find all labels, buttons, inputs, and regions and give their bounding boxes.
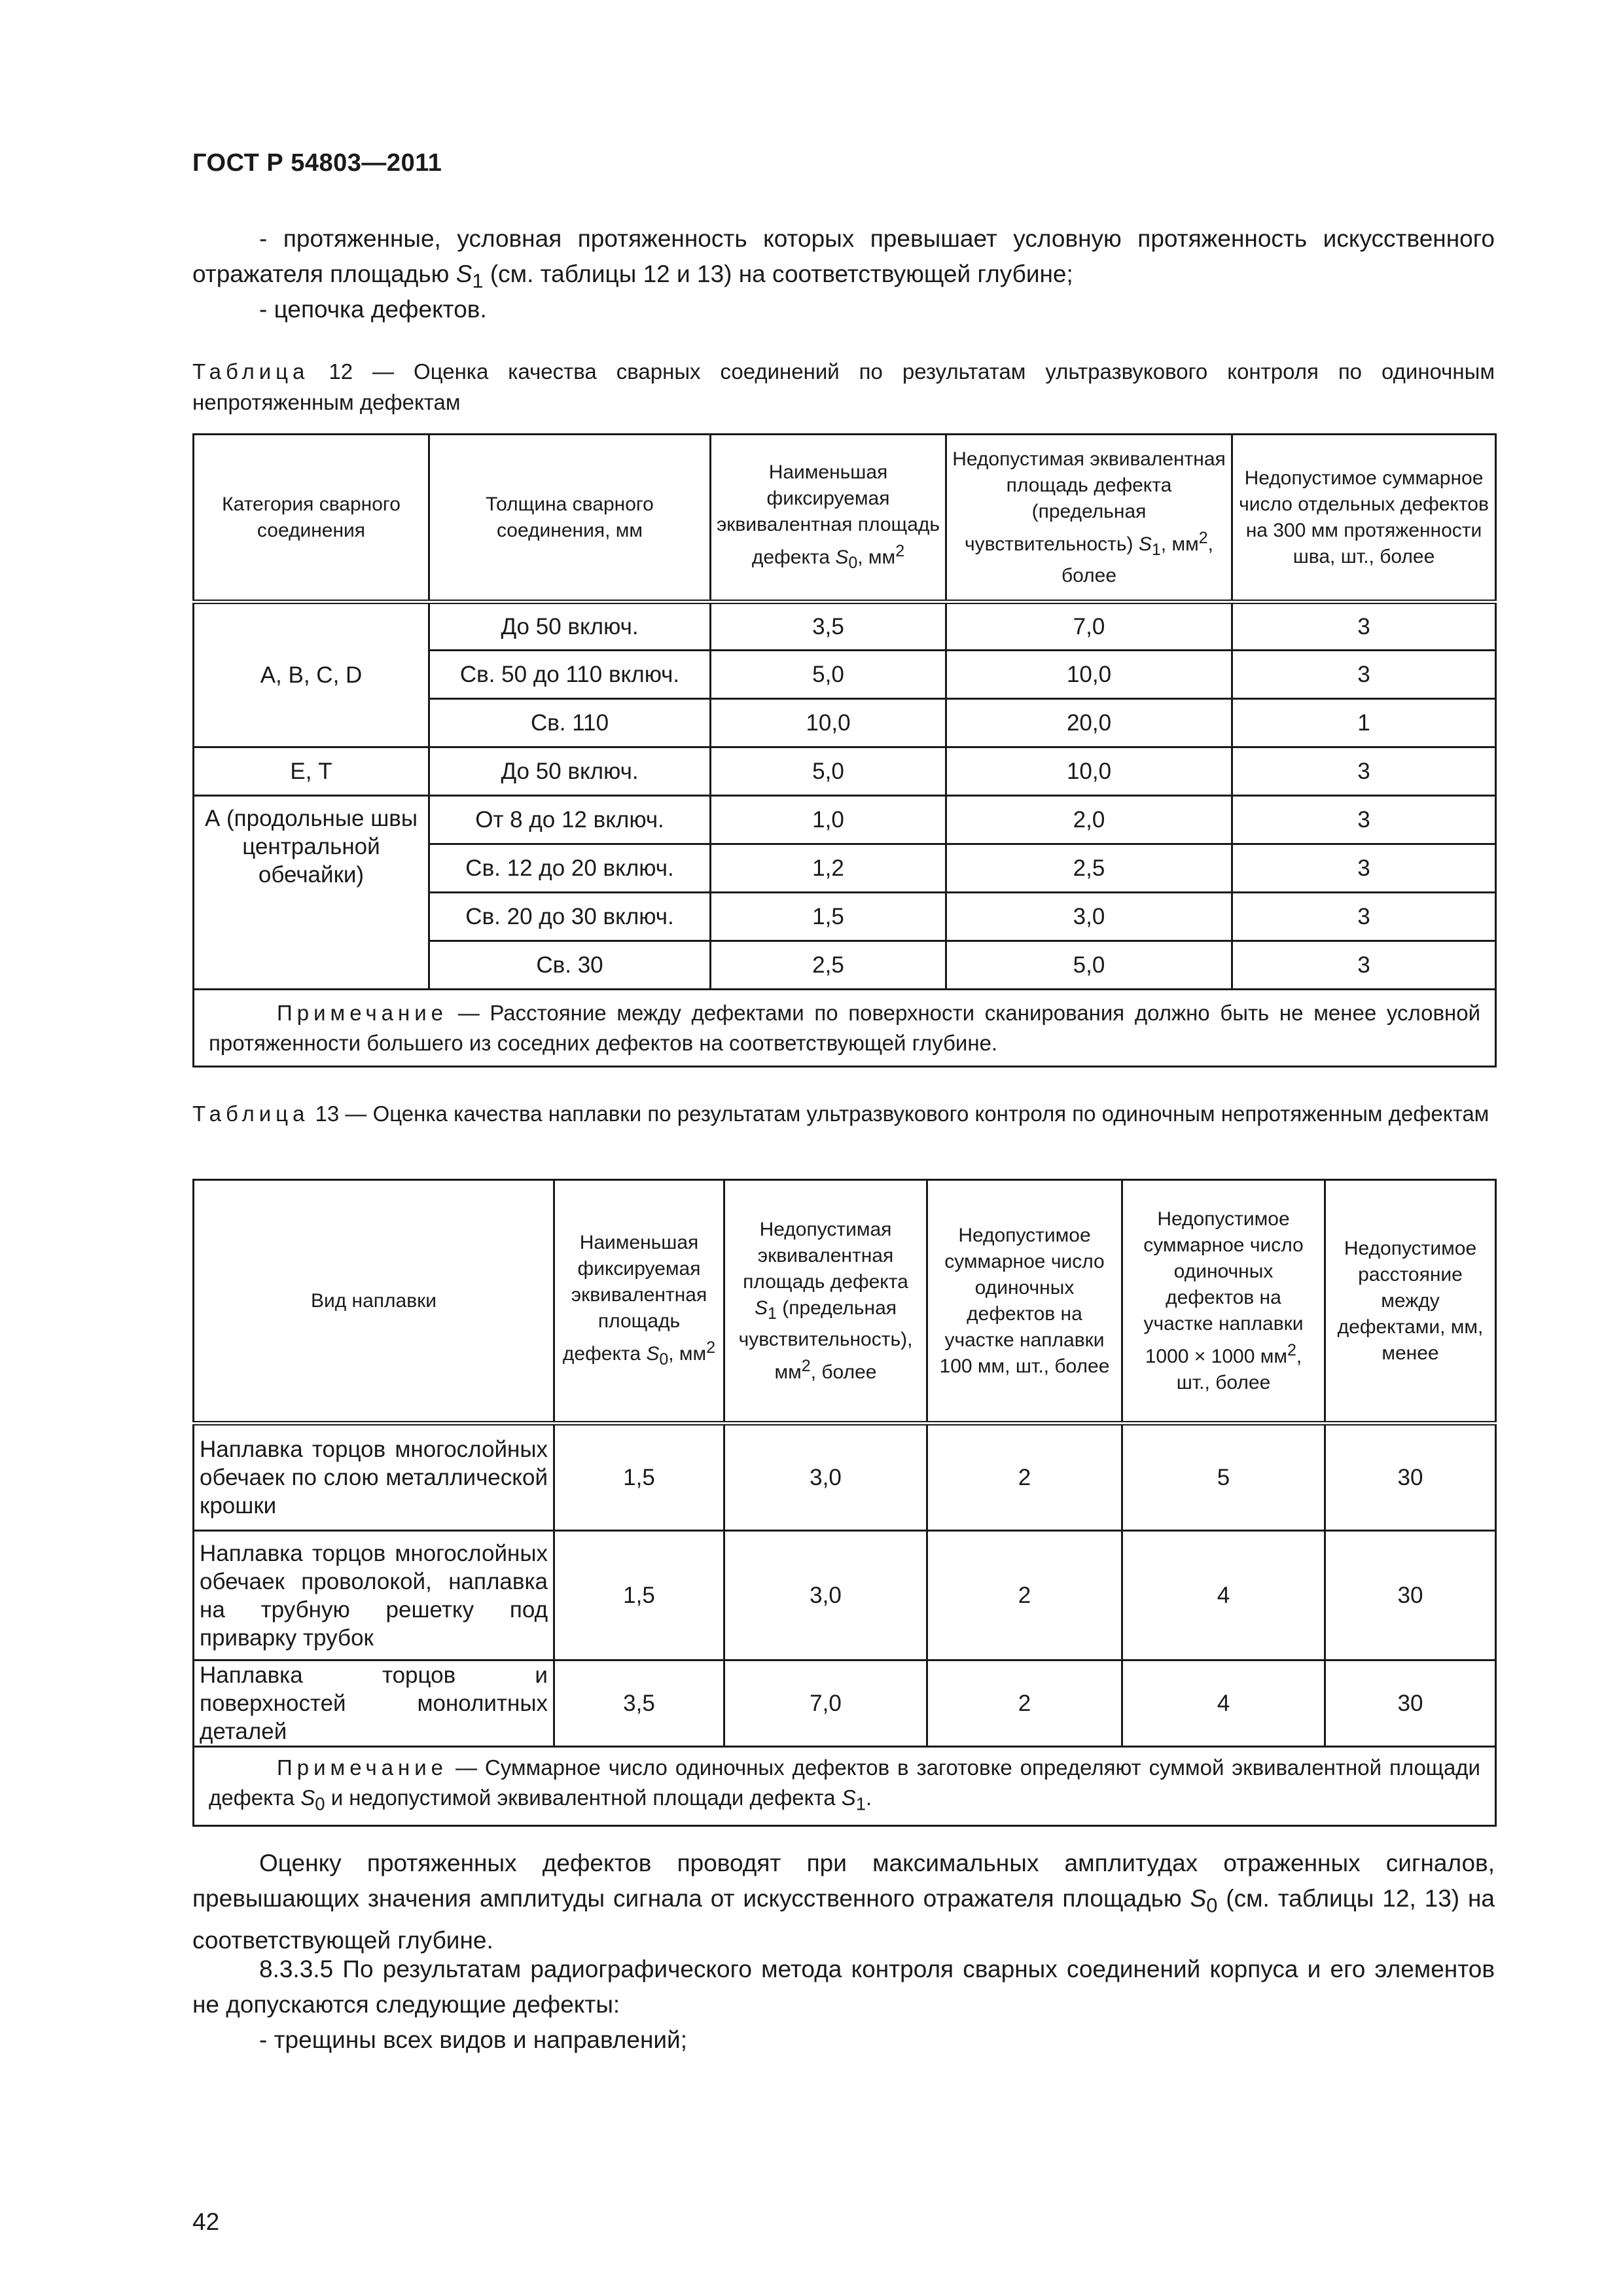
s1-subscript: 1 <box>1151 540 1161 559</box>
table12-header-min-area <box>711 435 946 602</box>
table13-distance-cell: 30 <box>1325 1660 1496 1747</box>
table12-max-cell: 7,0 <box>946 602 1232 651</box>
table13-header-max-area <box>724 1180 927 1424</box>
table13-min-cell: 1,5 <box>554 1531 724 1660</box>
cracks-list-item: - трещины всех видов и направлений; <box>259 2026 688 2053</box>
table12-count-cell: 3 <box>1232 651 1496 699</box>
table-row <box>194 796 1496 844</box>
table13-header-min-area-text: Наименьшая фиксируемая эквивалентная площадь дефекта <box>562 1231 707 1365</box>
s1-subscript: 1 <box>767 1304 777 1323</box>
table12-thickness-cell: До 50 включ. <box>429 602 711 651</box>
table12-header-count: Недопустимое суммарное число отдельных дефектов на 300 мм протяженности шва, шт., более <box>1232 435 1496 602</box>
table13-note-pre: — Суммарное число одиночных дефектов в заготовке определяют суммой эквивалентной площади дефекта <box>209 1755 1480 1810</box>
table12-max-cell: 20,0 <box>946 699 1232 747</box>
table13-caption-label: Таблица <box>192 1102 310 1126</box>
table13-count1000-cell: 4 <box>1122 1660 1325 1747</box>
table13-type-cell: Наплавка торцов многослойных обечаек по слою металлической крошки <box>194 1424 554 1531</box>
unit-superscript: 2 <box>895 541 905 560</box>
unit-tail: , более <box>810 1361 877 1383</box>
unit-superscript: 2 <box>706 1338 716 1357</box>
table13-count100-cell: 2 <box>927 1531 1122 1660</box>
table12-caption-text: 12 — Оценка качества сварных соединений по результатам ультразвукового контроля по одиночным непротяженным дефектам <box>192 359 1495 414</box>
table12-min-cell: 1,0 <box>711 796 946 844</box>
s0-subscript: 0 <box>315 1793 325 1814</box>
table12-thickness-cell: Св. 12 до 20 включ. <box>429 844 711 893</box>
table12-thickness-cell: Св. 20 до 30 включ. <box>429 893 711 941</box>
table13-header-max-area-post: (предельная чувствительность), мм <box>738 1297 913 1383</box>
page-number: 42 <box>192 2208 220 2235</box>
table12-max-cell: 5,0 <box>946 941 1232 990</box>
table13-type-cell: Наплавка торцов многослойных обечаек проволокой, наплавка на трубную решетку под приварку трубок <box>194 1531 554 1660</box>
table12-category-cell: А, В, С, D <box>194 602 429 747</box>
table12-max-cell: 10,0 <box>946 651 1232 699</box>
table-row <box>194 1531 1496 1660</box>
table12-min-cell: 5,0 <box>711 747 946 796</box>
unit-superscript: 2 <box>1198 528 1208 547</box>
s0-symbol: S <box>835 546 849 568</box>
table13-max-cell: 3,0 <box>724 1531 927 1660</box>
table13-count1000-cell: 4 <box>1122 1531 1325 1660</box>
table12-header-min-area-text: Наименьшая фиксируемая эквивалентная площадь дефекта <box>717 461 940 568</box>
table12-category-cell: А (продольные швы центральной обечайки) <box>194 796 429 990</box>
s0-subscript: 0 <box>848 553 858 572</box>
s1-symbol: S <box>841 1785 856 1810</box>
table12-note-text: — Расстояние между дефектами по поверхности сканирования должно быть не менее условной протяженности большего из соседних дефектов на соответствующей глубине. <box>209 1000 1481 1055</box>
s1-symbol: S <box>1138 533 1152 555</box>
table12-min-cell: 1,5 <box>711 893 946 941</box>
table13-min-cell: 1,5 <box>554 1424 724 1531</box>
table12-thickness-cell: Св. 30 <box>429 941 711 990</box>
intro-paragraph-extended-defects <box>192 221 1495 298</box>
table12-category-cell: Е, Т <box>194 747 429 796</box>
table13-caption <box>192 1098 1495 1129</box>
clause-8-3-3-5-paragraph: 8.3.3.5 По результатам радиографического метода контроля сварных соединений корпуса и его элементов не допускаются следующие дефекты: <box>192 1956 1495 2018</box>
table12-note <box>194 990 1496 1067</box>
table13-note-row <box>194 1747 1496 1826</box>
table12-min-cell: 5,0 <box>711 651 946 699</box>
table12-thickness-cell: До 50 включ. <box>429 747 711 796</box>
intro-line-1: - протяженные, условная протяженность которых превышает условную протяженность искусственного отражателя площадью <box>192 225 1495 287</box>
table12-count-cell: 3 <box>1232 602 1496 651</box>
table13-caption-text: 13 — Оценка качества наплавки по результатам ультразвукового контроля по одиночным непротяженным дефектам <box>315 1102 1489 1126</box>
unit-tail: , шт., более <box>1176 1345 1302 1393</box>
table12-max-cell: 10,0 <box>946 747 1232 796</box>
table13-count100-cell: 2 <box>927 1424 1122 1531</box>
table-12 <box>192 433 1497 1067</box>
s0-symbol: S <box>646 1342 660 1365</box>
s1-subscript: 1 <box>472 269 484 293</box>
table13-count100-cell: 2 <box>927 1660 1122 1747</box>
table12-count-cell: 3 <box>1232 941 1496 990</box>
s0-symbol: S <box>300 1785 315 1810</box>
table12-header-max-area <box>946 435 1232 602</box>
table-row <box>194 1424 1496 1531</box>
table13-distance-cell: 30 <box>1325 1424 1496 1531</box>
table13-type-cell: Наплавка торцов и поверхностей монолитных деталей <box>194 1660 554 1747</box>
intro-line-1-tail: (см. таблицы 12 и 13) на соответствующей глубине; <box>490 260 1073 287</box>
table13-min-cell: 3,5 <box>554 1660 724 1747</box>
table12-min-cell: 1,2 <box>711 844 946 893</box>
table12-count-cell: 1 <box>1232 699 1496 747</box>
table13-header-count-1000 <box>1122 1180 1325 1424</box>
table13-note <box>194 1747 1496 1826</box>
table13-note-label: Примечание <box>277 1755 448 1780</box>
table-row <box>194 1660 1496 1747</box>
table13-header-count-1000-text: Недопустимое суммарное число одиночных дефектов на участке наплавки 1000 × 1000 мм <box>1143 1208 1304 1367</box>
unit-tail: , более <box>1061 533 1213 586</box>
table12-count-cell: 3 <box>1232 747 1496 796</box>
s1-symbol: S <box>455 260 473 287</box>
table12-thickness-cell: От 8 до 12 включ. <box>429 796 711 844</box>
table12-min-cell: 3,5 <box>711 602 946 651</box>
table12-thickness-cell: Св. 50 до 110 включ. <box>429 651 711 699</box>
table12-header-thickness: Толщина сварного соединения, мм <box>429 435 711 602</box>
table12-min-cell: 10,0 <box>711 699 946 747</box>
table12-count-cell: 3 <box>1232 893 1496 941</box>
table13-note-end: . <box>866 1785 872 1810</box>
outro-p1-tail: (см. таблицы 12, 13) на соответствующей глубине. <box>192 1885 1495 1954</box>
extended-defects-paragraph <box>192 1846 1495 1958</box>
table12-max-cell: 2,5 <box>946 844 1232 893</box>
table13-header-count-100: Недопустимое суммарное число одиночных дефектов на участке наплавки 100 мм, шт., более <box>927 1180 1122 1424</box>
table12-thickness-cell: Св. 110 <box>429 699 711 747</box>
outro-p1-text: Оценку протяженных дефектов проводят при максимальных амплитудах отраженных сигналов, превышающих значения амплитуды сигнала от искусственного отражателя площадью <box>192 1850 1495 1912</box>
table13-header-min-area <box>554 1180 724 1424</box>
s0-symbol: S <box>1190 1885 1207 1912</box>
table12-caption <box>192 356 1495 418</box>
table12-max-cell: 2,0 <box>946 796 1232 844</box>
table-row <box>194 602 1496 651</box>
table12-note-row <box>194 990 1496 1067</box>
unit-text: , мм <box>857 546 896 568</box>
document-code-header: ГОСТ Р 54803—2011 <box>192 149 442 177</box>
table13-header-max-area-pre: Недопустимая эквивалентная площадь дефекта <box>743 1218 908 1293</box>
unit-superscript: 2 <box>1287 1340 1296 1359</box>
table12-count-cell: 3 <box>1232 796 1496 844</box>
table13-distance-cell: 30 <box>1325 1531 1496 1660</box>
table12-max-cell: 3,0 <box>946 893 1232 941</box>
table12-header-category: Категория сварного соединения <box>194 435 429 602</box>
table-13 <box>192 1179 1497 1827</box>
table12-header-max-area-text: Недопустимая эквивалентная площадь дефекта (предельная чувствительность) <box>952 448 1226 555</box>
table12-note-label: Примечание <box>277 1000 448 1025</box>
table13-note-mid: и недопустимой эквивалентной площади дефекта <box>330 1785 836 1810</box>
unit-superscript: 2 <box>801 1356 811 1375</box>
table13-header-distance: Недопустимое расстояние между дефектами, мм, менее <box>1325 1180 1496 1424</box>
table12-count-cell: 3 <box>1232 844 1496 893</box>
s1-subscript: 1 <box>855 1793 866 1814</box>
unit-text: , мм <box>668 1342 707 1365</box>
s1-symbol: S <box>754 1297 768 1319</box>
table13-max-cell: 3,0 <box>724 1424 927 1531</box>
table12-caption-label: Таблица <box>192 359 310 384</box>
s0-subscript: 0 <box>659 1350 669 1369</box>
table13-max-cell: 7,0 <box>724 1660 927 1747</box>
table13-count1000-cell: 5 <box>1122 1424 1325 1531</box>
table13-header-type: Вид наплавки <box>194 1180 554 1424</box>
table12-min-cell: 2,5 <box>711 941 946 990</box>
table-row <box>194 747 1496 796</box>
unit-text: , мм <box>1160 533 1199 555</box>
intro-paragraph-chain: - цепочка дефектов. <box>259 296 487 323</box>
s0-subscript: 0 <box>1206 1893 1218 1917</box>
